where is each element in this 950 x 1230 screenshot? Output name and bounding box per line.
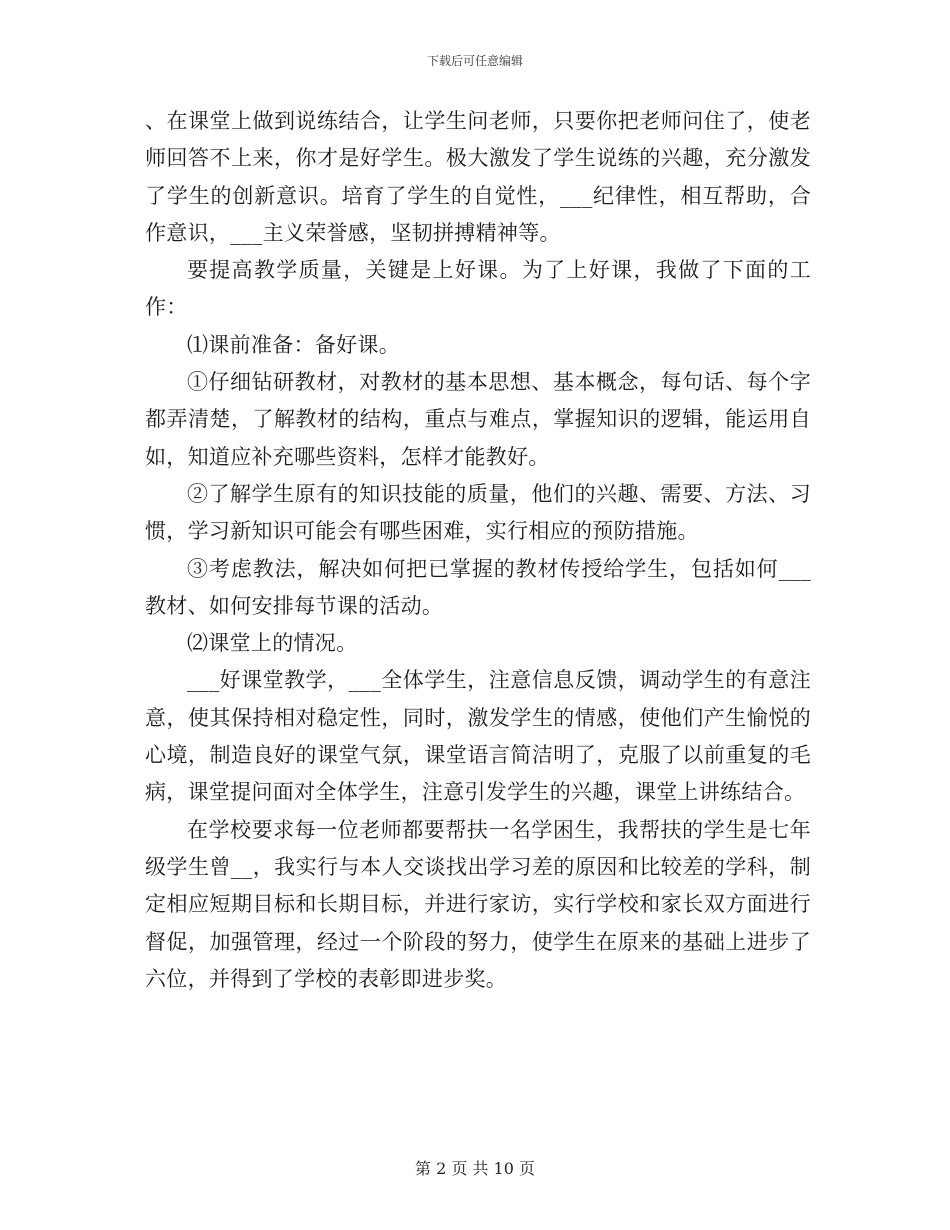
paragraph-classroom-teaching: ___好课堂教学，___全体学生，注意信息反馈，调动学生的有意注意，使其保持相对稳定性，同时，激发学生的情感，使他们产生愉悦的心境，制造良好的课堂气氛，课堂语言简洁明了，克服了以前重复的毛病，课堂提问面对全体学生，注意引发学生的兴趣，课堂上讲练结合。 [145,668,811,805]
paragraph-understand-students: ②了解学生原有的知识技能的质量，他们的兴趣、需要、方法、习惯，学习新知识可能会有哪些困难，实行相应的预防措施。 [145,481,811,544]
page-number: 第 2 页 共 10 页 [415,1159,535,1178]
paragraph-student-support: 在学校要求每一位老师都要帮扶一名学困生，我帮扶的学生是七年级学生曾__，我实行与本人交谈找出学习差的原因和比较差的学科，制定相应短期目标和长期目标，并进行家访，实行学校和家长双方面进行督促，加强管理，经过一个阶段的努力，使学生在原来的基础上进步了六位，并得到了学校的表彰即进步奖。 [145,817,811,991]
paragraph-practice: 、在课堂上做到说练结合，让学生问老师，只要你把老师问住了，使老师回答不上来，你才是好学生。极大激发了学生说练的兴趣，充分激发了学生的创新意识。培育了学生的自觉性，___纪律性，相互帮助，合作意识，___主义荣誉感，坚韧拼搏精神等。 [145,109,811,245]
paragraph-teaching-quality: 要提高教学质量，关键是上好课。为了上好课，我做了下面的工作： [145,258,811,320]
paragraph-classroom-heading: ⑵课堂上的情况。 [187,631,358,656]
paragraph-teaching-methods: ③考虑教法，解决如何把已掌握的教材传授给学生，包括如何___教材、如何安排每节课的活动。 [145,556,811,618]
document-body [145,103,811,998]
header-note: 下载后可任意编辑 [426,54,523,68]
paragraph-lesson-prep-heading: ⑴课前准备：备好课。 [187,332,400,357]
paragraph-study-materials: ①仔细钻研教材，对教材的基本思想、基本概念，每句话、每个字都弄清楚，了解教材的结构，重点与难点，掌握知识的逻辑，能运用自如，知道应补充哪些资料，怎样才能教好。 [145,370,811,469]
